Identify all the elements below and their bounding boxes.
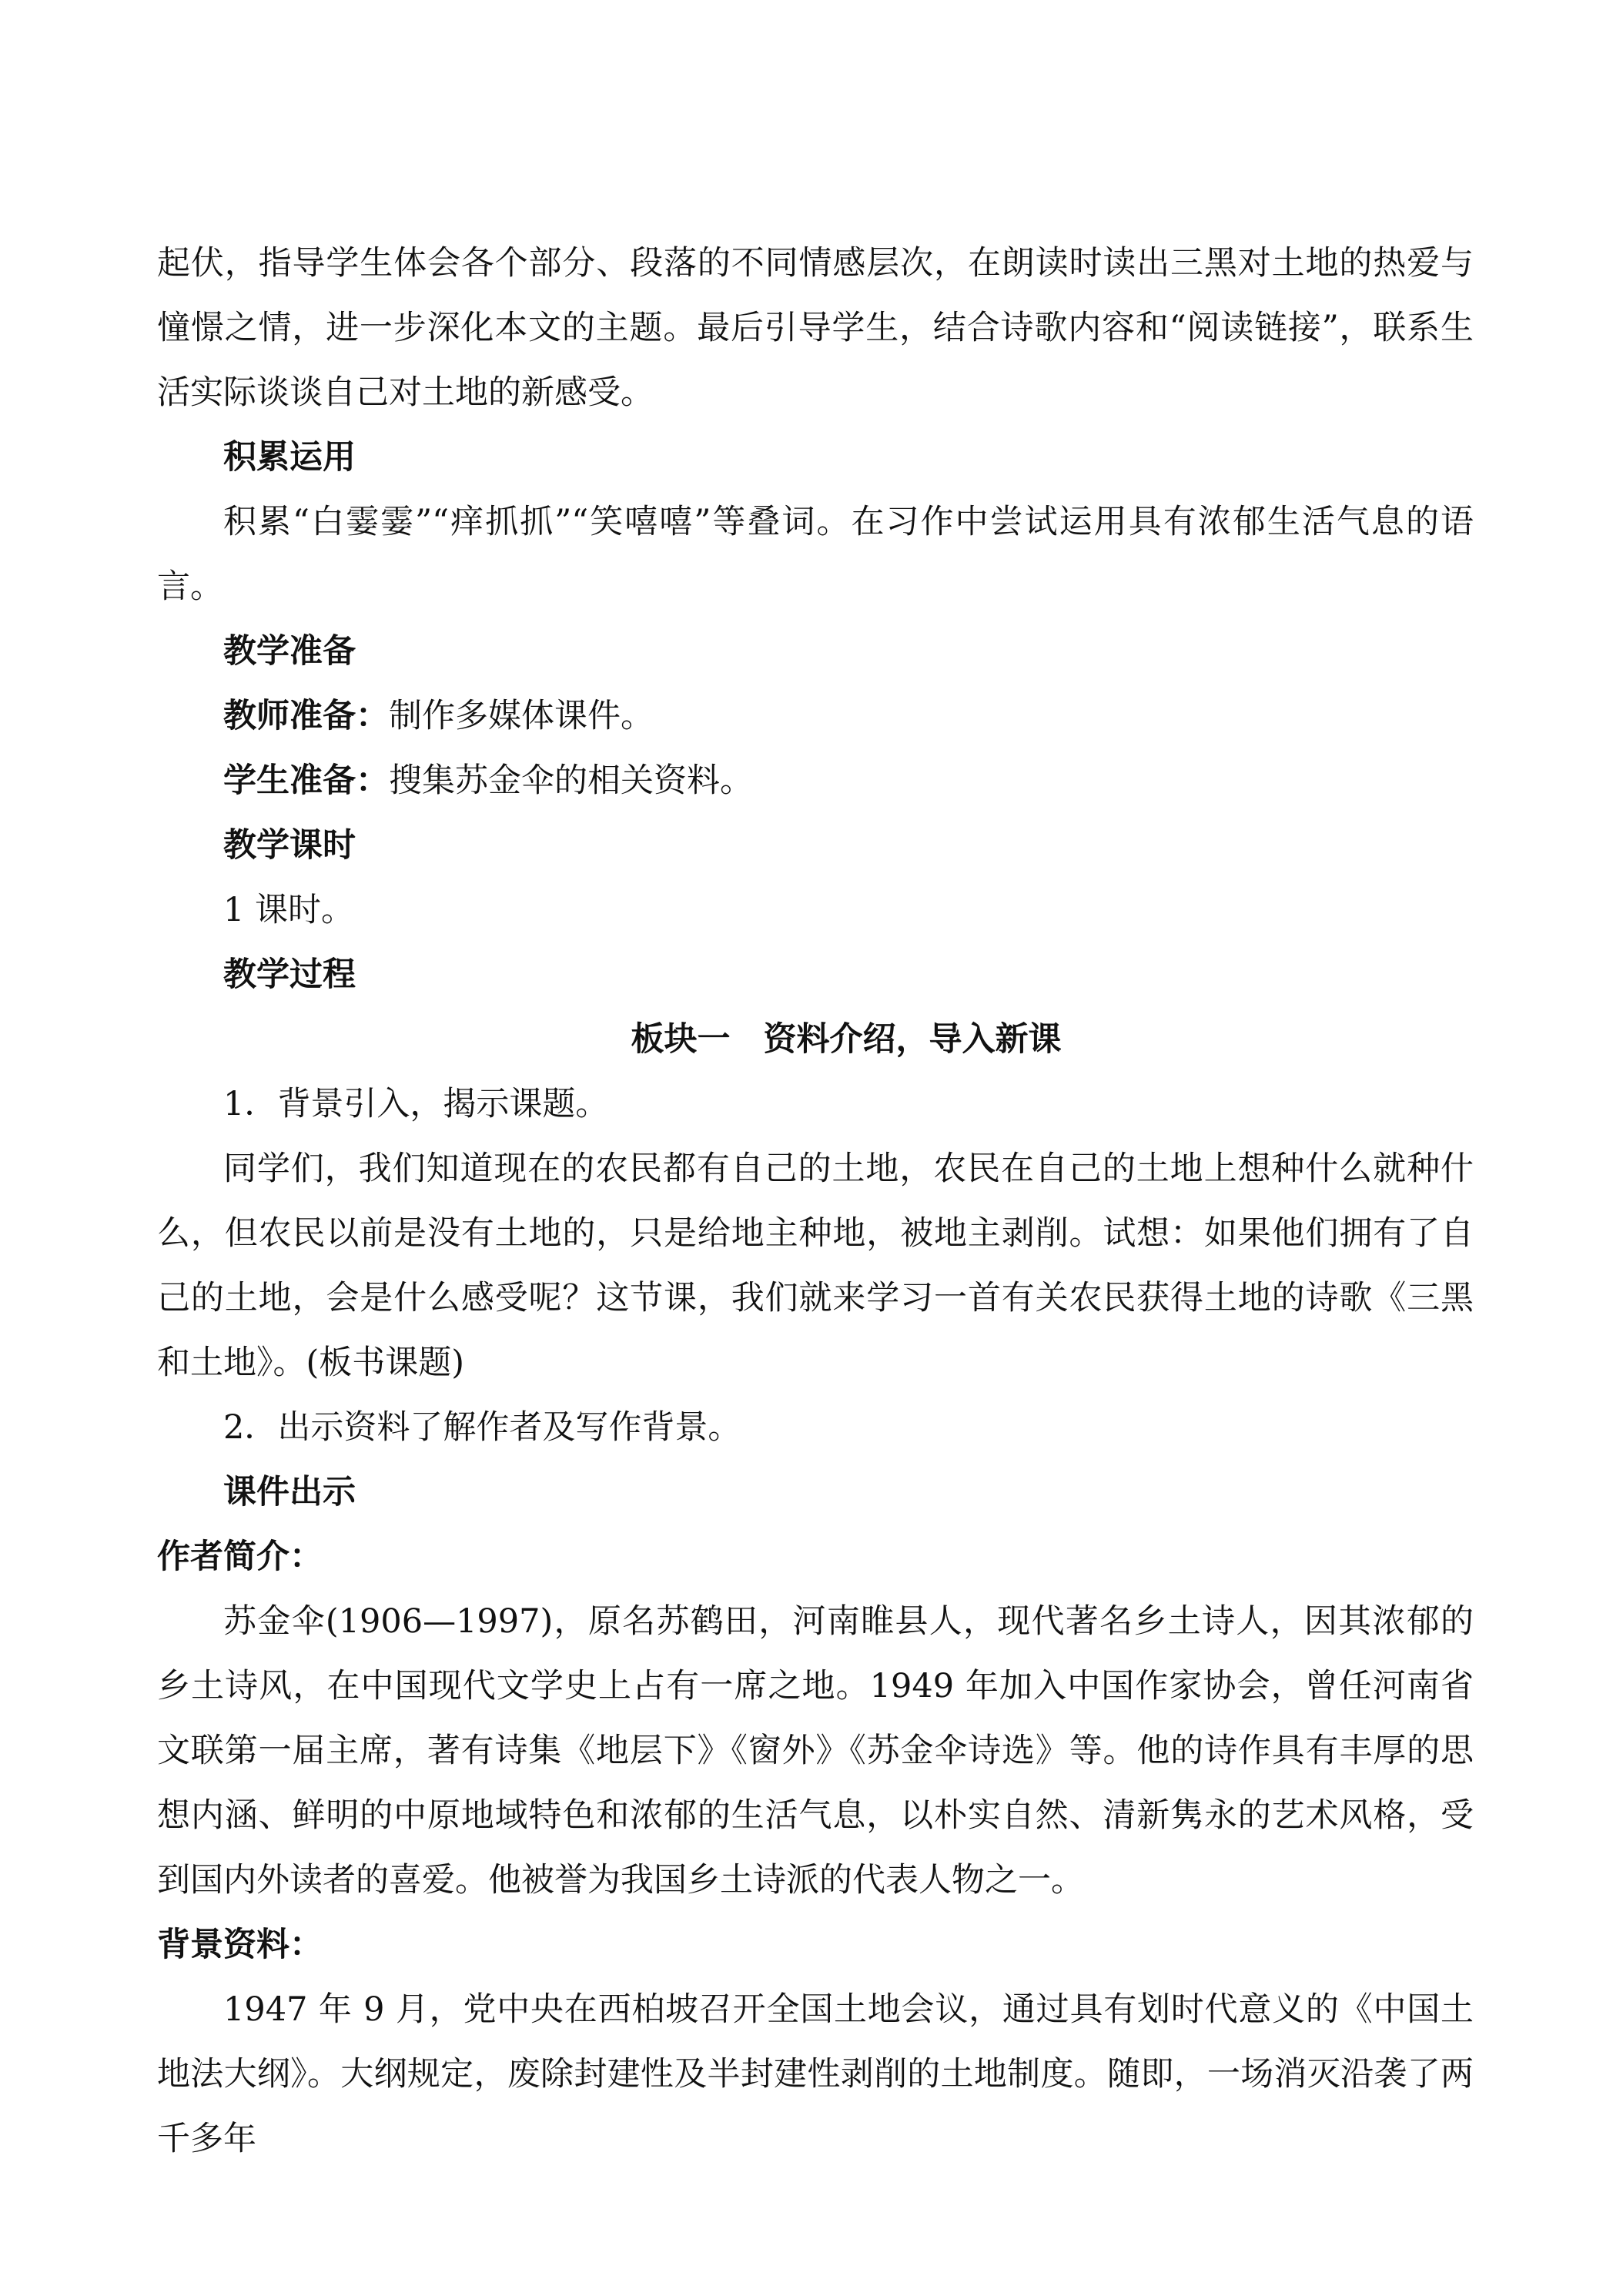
heading-class-hours: 教学课时 xyxy=(223,826,356,865)
paragraph-author: 苏金伞(1906—1997)，原名苏鹤田，河南睢县人，现代著名乡土诗人，因其浓郁的乡土诗风，在中国现代文学史上占有一席之地。1949 年加入中国作家协会，曾任河南省文联第一届主席，著有诗集《地层下》《窗外》《苏金伞诗选》等。他的诗作具有丰厚的思想内涵、鲜明的中原地域特色和浓郁的生活气息，以朴实自然、清新隽永的艺术风格，受到国内外读者的喜爱。他被誉为我国乡土诗派的代表人物之一。 xyxy=(157,1602,1474,1899)
student-prep-text: 搜集苏金伞的相关资料。 xyxy=(389,761,753,800)
step-two: 2．出示资料了解作者及写作背景。 xyxy=(223,1408,741,1447)
heading-teaching-prep: 教学准备 xyxy=(223,632,356,671)
student-prep-label: 学生准备： xyxy=(223,761,389,800)
paragraph-accumulate: 积累“白霎霎”“痒抓抓”“笑嘻嘻”等叠词。在习作中尝试运用具有浓郁生活气息的语言。 xyxy=(157,503,1474,606)
teacher-prep-line xyxy=(157,684,1474,748)
heading-teaching-process: 教学过程 xyxy=(223,956,356,994)
courseware-label: 课件出示 xyxy=(223,1473,356,1511)
teacher-prep-label: 教师准备： xyxy=(223,697,389,735)
student-prep-line xyxy=(157,748,1474,813)
section-one-title: 板块一 资料介绍，导入新课 xyxy=(631,1020,1062,1059)
heading-accumulate: 积累运用 xyxy=(223,438,356,477)
paragraph-reading-guidance: 起伏，指导学生体会各个部分、段落的不同情感层次，在朗读时读出三黑对土地的热爱与憧憬之情，进一步深化本文的主题。最后引导学生，结合诗歌内容和“阅读链接”，联系生活实际谈谈自己对土地的新感受。 xyxy=(157,244,1474,412)
background-label: 背景资料： xyxy=(157,1926,323,1964)
document-page xyxy=(157,231,1474,2171)
paragraph-intro: 同学们，我们知道现在的农民都有自己的土地，农民在自己的土地上想种什么就种什么，但农民以前是没有土地的，只是给地主种地，被地主剥削。试想：如果他们拥有了自己的土地，会是什么感受呢？这节课，我们就来学习一首有关农民获得土地的诗歌《三黑和土地》。(板书课题) xyxy=(157,1150,1474,1382)
step-one: 1．背景引入，揭示课题。 xyxy=(223,1085,609,1123)
paragraph-background: 1947 年 9 月，党中央在西柏坡召开全国土地会议，通过具有划时代意义的《中国土地法大纲》。大纲规定，废除封建性及半封建性剥削的土地制度。随即，一场消灭沿袭了两千多年 xyxy=(157,1990,1474,2158)
paragraph-class-hours: 1 课时。 xyxy=(223,891,355,929)
author-intro-label: 作者简介： xyxy=(157,1538,323,1576)
teacher-prep-text: 制作多媒体课件。 xyxy=(389,697,654,735)
